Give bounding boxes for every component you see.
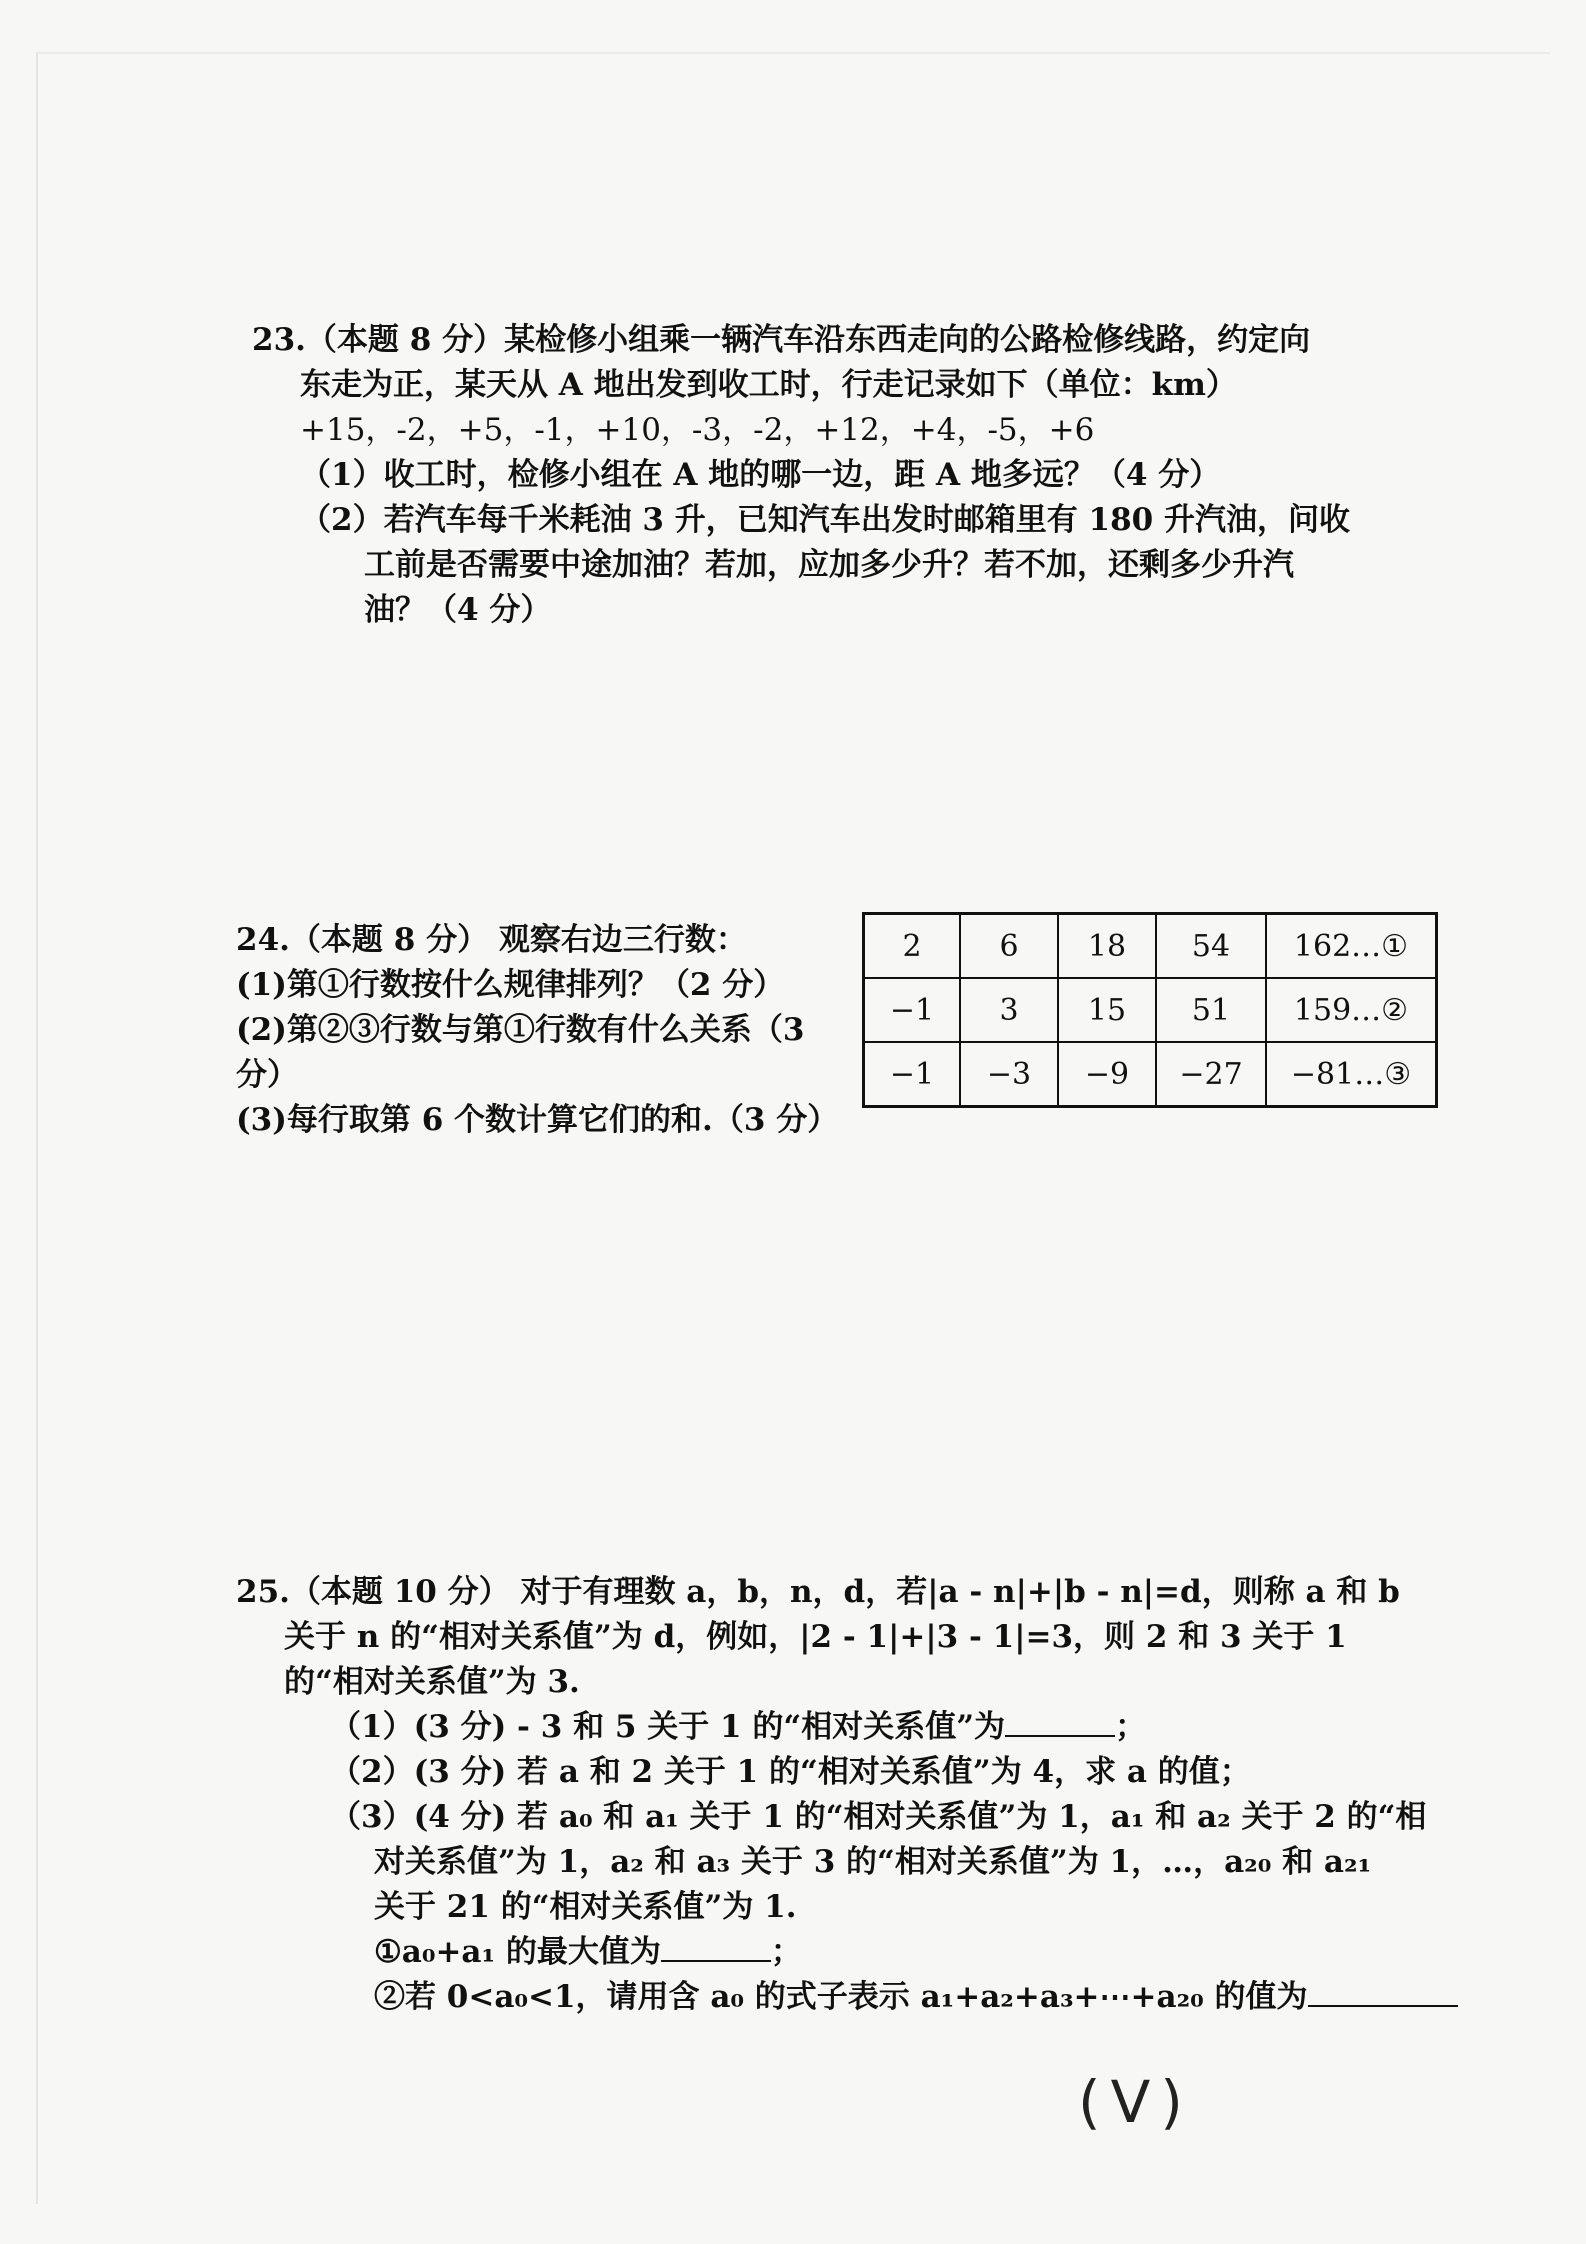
table-cell: −27 bbox=[1156, 1042, 1266, 1107]
q25-sub-2 bbox=[236, 1975, 1458, 2020]
q23-line-1: 23.（本题 8 分）某检修小组乘一辆汽车沿东西走向的公路检修线路，约定向 bbox=[252, 322, 1311, 358]
question-25 bbox=[236, 1570, 1458, 2020]
q25-sub-1-end: ； bbox=[770, 1934, 802, 1970]
answer-blank-3[interactable] bbox=[1308, 1975, 1458, 2007]
table-cell: 2 bbox=[864, 914, 961, 979]
table-cell: 15 bbox=[1058, 978, 1156, 1042]
table-cell: 162…① bbox=[1266, 914, 1437, 979]
q25-line-3: 的“相对关系值”为 3. bbox=[284, 1664, 580, 1700]
q24-part-2: (2)第②③行数与第①行数有什么关系（3 bbox=[236, 1012, 805, 1048]
q25-sub-1 bbox=[236, 1930, 1458, 1975]
answer-blank-1[interactable] bbox=[1005, 1705, 1115, 1737]
table-cell: 3 bbox=[960, 978, 1058, 1042]
q25-part-1 bbox=[236, 1705, 1458, 1750]
table-cell: 18 bbox=[1058, 914, 1156, 979]
table-cell: 6 bbox=[960, 914, 1058, 979]
table-row bbox=[864, 978, 1437, 1042]
question-23 bbox=[252, 318, 1350, 633]
q25-sub-1-text: ①a₀+a₁ 的最大值为 bbox=[374, 1934, 661, 1970]
q25-part-1-text: （1）(3 分) - 3 和 5 关于 1 的“相对关系值”为 bbox=[330, 1709, 1006, 1745]
table-cell: −9 bbox=[1058, 1042, 1156, 1107]
number-rows-table bbox=[862, 912, 1438, 1108]
q24-line-1: 24.（本题 8 分） 观察右边三行数： bbox=[236, 922, 747, 958]
q23-records: +15，-2，+5，-1，+10，-3，-2，+12，+4，-5，+6 bbox=[300, 412, 1095, 448]
q23-part-1: （1）收工时，检修小组在 A 地的哪一边，距 A 地多远？（4 分） bbox=[300, 457, 1221, 493]
answer-blank-2[interactable] bbox=[661, 1930, 771, 1962]
q25-part-3-end: 关于 21 的“相对关系值”为 1. bbox=[374, 1889, 797, 1925]
table-cell: 159…② bbox=[1266, 978, 1437, 1042]
handwritten-mark: (V) bbox=[1078, 2068, 1193, 2136]
table-cell: 51 bbox=[1156, 978, 1266, 1042]
q25-line-1: 25.（本题 10 分） 对于有理数 a，b，n，d，若|a - n|+|b - n|=d，则称 a 和 b bbox=[236, 1574, 1400, 1610]
table-cell: −81…③ bbox=[1266, 1042, 1437, 1107]
q24-part-1: (1)第①行数按什么规律排列？（2 分） bbox=[236, 967, 785, 1003]
table-cell: −3 bbox=[960, 1042, 1058, 1107]
q25-part-3: （3）(4 分) 若 a₀ 和 a₁ 关于 1 的“相对关系值”为 1，a₁ 和 a₂ 关于 2 的“相 bbox=[330, 1799, 1427, 1835]
q25-line-2: 关于 n 的“相对关系值”为 d，例如，|2 - 1|+|3 - 1|=3，则 2 和 3 关于 1 bbox=[284, 1619, 1347, 1655]
q23-part-2-cont: 工前是否需要中途加油？若加，应加多少升？若不加，还剩多少升汽 bbox=[364, 547, 1294, 583]
table-cell: 54 bbox=[1156, 914, 1266, 979]
table-cell: −1 bbox=[864, 978, 961, 1042]
q25-part-1-end: ； bbox=[1115, 1709, 1147, 1745]
table-cell: −1 bbox=[864, 1042, 961, 1107]
q24-part-3: (3)每行取第 6 个数计算它们的和.（3 分） bbox=[236, 1102, 839, 1138]
q25-sub-2-text: ②若 0<a₀<1，请用含 a₀ 的式子表示 a₁+a₂+a₃+⋯+a₂₀ 的值为 bbox=[374, 1979, 1308, 2015]
q23-part-2: （2）若汽车每千米耗油 3 升，已知汽车出发时邮箱里有 180 升汽油，问收 bbox=[300, 502, 1351, 538]
table-row bbox=[864, 1042, 1437, 1107]
q25-part-2: （2）(3 分) 若 a 和 2 关于 1 的“相对关系值”为 4，求 a 的值； bbox=[330, 1754, 1251, 1790]
q23-part-2-end: 油？（4 分） bbox=[364, 592, 552, 628]
q25-part-3-cont: 对关系值”为 1，a₂ 和 a₃ 关于 3 的“相对关系值”为 1，…，a₂₀ 和 a₂₁ bbox=[374, 1844, 1372, 1880]
q24-part-2-cont: 分） bbox=[236, 1057, 298, 1093]
question-24 bbox=[236, 918, 838, 1143]
q23-line-2: 东走为正，某天从 A 地出发到收工时，行走记录如下（单位：km） bbox=[300, 367, 1237, 403]
table-row bbox=[864, 914, 1437, 979]
